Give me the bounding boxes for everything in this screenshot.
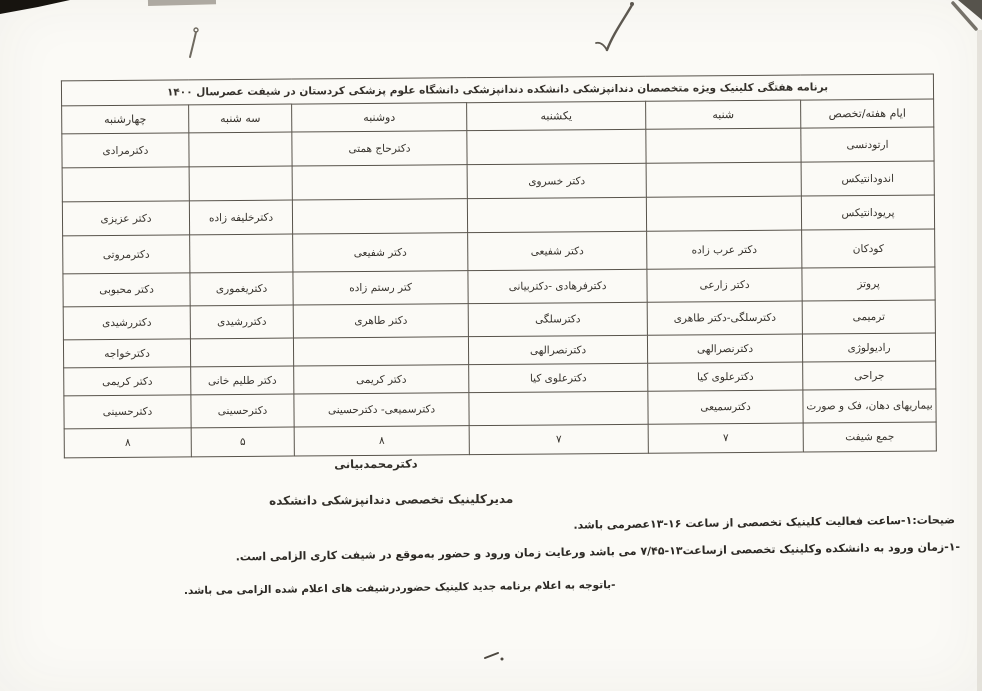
row-label: ترمیمی bbox=[802, 300, 935, 334]
schedule-cell: دکترخواجه bbox=[63, 339, 190, 368]
note-attendance: -باتوجه به اعلام برنامه جدید کلینیک حضوردرشیفت های اعلام شده الزامی می باشد. bbox=[184, 579, 616, 598]
signature-role: مدیرکلینیک تخصصی دندانپزشکی دانشکده bbox=[269, 491, 514, 508]
header-day-monday: دوشنبه bbox=[292, 103, 467, 132]
schedule-cell: دکتر محبوبی bbox=[63, 273, 190, 307]
table-title: برنامه هفتگی کلینیک ویژه متخصصان دندانپزشکی دانشکده دندانپزشکی دانشگاه علوم پزشکی کردستان در شیفت عصرسال ۱۴۰۰ bbox=[61, 74, 933, 106]
shift-total-cell: ۵ bbox=[191, 427, 294, 457]
schedule-cell bbox=[190, 338, 293, 367]
shift-total-cell: ۸ bbox=[294, 426, 469, 456]
schedule-cell: دکترمرادی bbox=[62, 133, 189, 168]
schedule-cell bbox=[646, 196, 801, 231]
schedule-cell bbox=[189, 132, 292, 167]
schedule-cell: دکتر زارعی bbox=[647, 268, 802, 302]
note-entry-time: -۱-زمان ورود به دانشکده وکلینیک تخصصی ازساعت۱۳-۷/۴۵ می باشد ورعایت زمان ورود و حضور به‌موقع در شیفت کاری الزامی است. bbox=[235, 540, 960, 564]
header-day-sunday: یکشنبه bbox=[467, 101, 646, 130]
schedule-cell: دکترنصرالهی bbox=[468, 335, 647, 364]
schedule-cell: دکتررشیدی bbox=[63, 306, 190, 340]
row-label: پریودانتیکس bbox=[801, 195, 934, 230]
schedule-cell: دکتر کریمی bbox=[294, 365, 469, 394]
shift-total-cell: ۷ bbox=[648, 423, 803, 453]
schedule-cell bbox=[292, 165, 467, 200]
schedule-cell: دکترخلیفه زاده bbox=[189, 200, 292, 235]
header-day-saturday: شنبه bbox=[646, 100, 801, 129]
schedule-cell: دکترعلوی کیا bbox=[469, 363, 648, 392]
schedule-cell: دکتر خسروی bbox=[467, 163, 646, 198]
schedule-cell: دکترفرهادی -دکتربیانی bbox=[468, 269, 647, 303]
schedule-table bbox=[61, 74, 937, 459]
schedule-cell bbox=[467, 129, 646, 164]
row-label: کودکان bbox=[802, 229, 935, 268]
row-label: رادیولوژی bbox=[802, 333, 935, 362]
schedule-cell: دکترسلگی bbox=[468, 302, 647, 336]
schedule-cell: دکتر عرب زاده bbox=[647, 230, 802, 269]
schedule-cell: دکترسمیعی bbox=[648, 390, 803, 424]
schedule-cell bbox=[467, 197, 646, 232]
signature-name: دکترمحمدبیانی bbox=[334, 456, 418, 472]
row-label: بیماریهای دهان، فک و صورت bbox=[803, 389, 936, 423]
schedule-cell: دکتر شفیعی bbox=[468, 231, 647, 270]
header-specialty: ایام هفته/تخصص bbox=[801, 99, 934, 128]
schedule-cell: دکترحسینی bbox=[64, 395, 191, 429]
schedule-cell bbox=[646, 128, 801, 163]
schedule-cell bbox=[190, 234, 293, 273]
row-label: پروتز bbox=[802, 267, 935, 301]
schedule-cell: کتر رستم زاده bbox=[293, 271, 468, 305]
schedule-cell bbox=[189, 166, 292, 201]
shift-total-cell: ۷ bbox=[469, 424, 648, 454]
schedule-cell: دکتر طاهری bbox=[293, 304, 468, 338]
schedule-cell: دکترسمیعی- دکترحسینی bbox=[294, 393, 469, 427]
header-day-wednesday: چهارشنبه bbox=[62, 105, 189, 134]
schedule-cell: دکترحسینی bbox=[191, 394, 294, 428]
schedule-cell bbox=[62, 167, 189, 202]
row-label: ارتودنسی bbox=[801, 127, 934, 162]
schedule-cell: دکترمروتی bbox=[63, 235, 190, 274]
schedule-cell: دکترعلوی کیا bbox=[648, 362, 803, 391]
schedule-cell: دکتر شفیعی bbox=[293, 233, 468, 272]
row-label: اندودانتیکس bbox=[801, 161, 934, 196]
schedule-cell: دکتریغموری bbox=[190, 272, 293, 306]
schedule-cell: دکتر کریمی bbox=[64, 367, 191, 396]
schedule-cell: دکترسلگی-دکتر طاهری bbox=[647, 301, 802, 335]
schedule-cell bbox=[293, 337, 468, 366]
schedule-cell: دکترحاج همتی bbox=[292, 131, 467, 166]
table-row-shift-total bbox=[64, 422, 936, 458]
schedule-cell: دکتر عزیزی bbox=[62, 201, 189, 236]
schedule-cell bbox=[292, 199, 467, 234]
schedule-cell: دکترنصرالهی bbox=[647, 334, 802, 363]
schedule-cell bbox=[469, 391, 648, 425]
schedule-cell: دکتررشیدی bbox=[190, 305, 293, 339]
schedule-cell: دکتر طلیم خانی bbox=[191, 366, 294, 395]
note-clinic-hours: ضیحات:۱-ساعت فعالیت کلینیک تخصصی از ساعت ۱۶-۱۳عصرمی باشد. bbox=[573, 513, 956, 532]
schedule-cell bbox=[646, 162, 801, 197]
header-day-tuesday: سه شنبه bbox=[189, 104, 292, 133]
shift-total-cell: ۸ bbox=[64, 428, 191, 458]
row-label: جمع شیفت bbox=[803, 422, 936, 452]
row-label: جراحی bbox=[803, 361, 936, 390]
